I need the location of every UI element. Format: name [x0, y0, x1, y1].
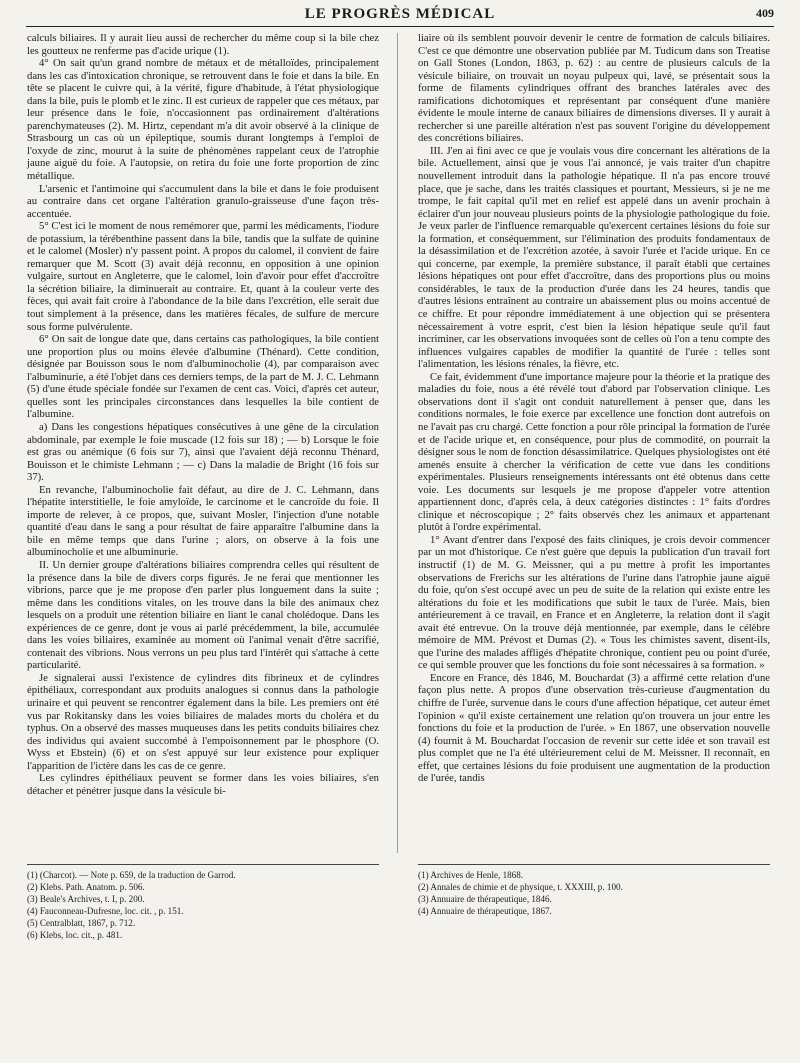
paragraph: 6° On sait de longue date que, dans certains cas pathologiques, la bile contient une proportion plus ou moins élevée d'albumine (Thénard). Cette condition, désignée par Bouisson sous le nom d'albuminocholie (4), par comparaison avec l'albuminurie, a été l'objet dans ces derniers temps, de la part de M. J. C. Lehmann (5) d'une étude spéciale fondée sur l'examen de cent cas. Voici, d'après cet auteur, quelles sont les principales circonstances dans lesquelles la bile contient de l'albumine. [27, 334, 379, 421]
footnote: (1) (Charcot). — Note p. 659, de la traduction de Garrod. [27, 870, 236, 880]
journal-title: LE PROGRÈS MÉDICAL [304, 6, 496, 22]
paragraph: Ce fait, évidemment d'une importance majeure pour la théorie et la pratique des maladies du foie, nous a été révélé tout d'abord par l'observation clinique. Les observations dont il s'agit ont conduit naturellement à penser que, dans les conditions normales, le foie exerce par excellence une fonction dont autrefois on ne l'avait pas cru chargé. Cette fonction a pour rôle principal la formation de l'urée et de l'acide urique et, en conséquence, pour plus de commodité, on pourrait la désigner sous le nom de fonction désassimilatrice. Quelques physiologistes ont été amenés ensuite à chercher la vérification de cette vue dans les conditions expérimentales. Plusieurs renseignements intéressants ont été obtenus dans cette voie. Les documents sur lesquels je me propose d'appeler votre attention appartiennent donc, d'après cela, à deux catégories distinctes : 1° faits d'ordres clinique et nécroscopique ; 2° faits observés chez les animaux et appartenant plutôt à l'ordre expérimental. [418, 371, 770, 534]
paragraph: En revanche, l'albuminocholie fait défaut, au dire de J. C. Lehmann, dans l'hépatite interstitielle, le foie amyloïde, le carcinome et le cancroïde du foie. Il importe de relever, à ce propos, que, suivant Mosler, l'injection d'une notable quantité d'eau dans le sang a pour résultat de faire apparaître l'albumine dans la bile en même temps que dans l'urine ; alors, on observe à la fois une albuminocholie et une albuminurie. [27, 484, 379, 559]
footnotes-right [418, 864, 770, 917]
paragraph: Je signalerai aussi l'existence de cylindres dits fibrineux et de cylindres épithéliaux, correspondant aux produits analogues si connus dans la pathologie urinaire et qui peuvent se rencontrer également dans la bile. Les premiers ont été vus par Rokitansky dans les voies biliaires de malades morts du choléra et du typhus. On a observé des masses muqueuses dans les petits conduits biliaires chez des individus qui avaient succombé à l'empoisonnement par le phosphore (O. Wyss et Ebstein) (6) et on s'est appuyé sur leur existence pour expliquer l'apparition de l'ictère dans les cas de ce genre. [27, 672, 379, 772]
left-column [27, 33, 379, 798]
page-number: 409 [756, 6, 774, 20]
footnote: (3) Annuaire de thérapeutique, 1846. [418, 894, 552, 905]
column-divider [397, 33, 398, 853]
paragraph: III. J'en ai fini avec ce que je voulais vous dire concernant les altérations de la bile. Actuellement, ainsi que je vous l'ai annoncé, je vais traiter d'un chapitre nouvellement introduit dans la pathologie hépatique. Il n'a pas encore trouvé place, que je sache, dans les traités classiques et pourtant, Messieurs, si je ne me trompe, le fait capital qu'il met en relief est appelé dans un avenir prochain à éclairer d'un jour nouveau plusieurs points de la physiologie pathologique du foie. Je veux parler de l'influence remarquable qu'exercent certaines lésions du foie sur la formation, et conséquemment, sur l'élimination des produits fondamentaux de la désassimilation et de l'excrétion azotée, à savoir l'urée et l'acide urique. En ce qui concerne, par exemple, la première substance, il paraît établi que certaines lésions hépatiques ont pour effet d'accroître, dans des proportions plus ou moins considérables, le taux de la production d'urée dans les 24 heures, tandis que d'autres lésions entraînent au contraire un abaissement plus ou moins accentué de ce chiffre. Et pour répondre immédiatement à une objection qui se présentera nécessairement à votre esprit, c'est bien la lésion hépatique seule qu'il faut incriminer, car les observations invoquées sont de celles où l'on a tenu compte des influences vulgaires capables de modifier la quantité de l'urée : telles sont l'alimentation, les lésions rénales, la fièvre, etc. [418, 145, 770, 371]
paragraph: L'arsenic et l'antimoine qui s'accumulent dans la bile et dans le foie produisent au contraire dans cet organe l'altération granulo-graisseuse d'une façon très-accentuée. [27, 183, 379, 220]
right-column [418, 33, 770, 786]
footnote: (4) Fauconneau-Dufresne, loc. cit. , p. 151. [27, 906, 184, 917]
footnotes-left [27, 864, 379, 942]
footnote: (1) Archives de Henle, 1868. [418, 870, 524, 880]
paragraph: 5° C'est ici le moment de nous remémorer que, parmi les médicaments, l'iodure de potassium, la térébenthine passent dans la bile, tandis que la sulfate de quinine et le calomel (Mosler) n'y passent point. A propos du calomel, il convient de faire remarquer que M. Scott (3) avait déjà reconnu, en opposition à une opinion vulgaire, surtout en Angleterre, que le calomel, loin d'avoir pour effet d'accroître la sécrétion biliaire, la diminuerait au contraire. Et, quant à la couleur verte des fèces, qui avait fait croire à l'abondance de la bile dans l'excrétion, elle serait due tout simplement à la présence, dans les matières fécales, de sulfure de mercure sous forme pulvérulente. [27, 221, 379, 333]
footnote: (2) Annales de chimie et de physique, t. XXXIII, p. 100. [418, 882, 623, 893]
footnote: (5) Centralblatt, 1867, p. 712. [27, 918, 136, 929]
paragraph: Les cylindres épithéliaux peuvent se former dans les voies biliaires, s'en détacher et pénétrer jusque dans la vésicule bi- [27, 773, 379, 797]
paragraph: 4° On sait qu'un grand nombre de métaux et de métalloïdes, principalement dans les cas d'intoxication chronique, se retrouvent dans le foie et dans la bile. En tête se placent le cuivre qui, à la vérité, figure d'habitude, à l'état physiologique dans la bile, puis le plomb et le zinc. Il est curieux de rappeler que ces métaux, par leur présence dans le foie, n'occasionnent pas ordinairement d'altérations parenchymateuses (2). M. Hirtz, cependant m'a dit avoir observé à la clinique de Strasbourg un cas où un épileptique, soumis durant longtemps à l'emploi de l'oxyde de zinc, mourut à la suite de phénomènes rappelant ceux de l'atrophie jaune aiguë du foie. A l'autopsie, on retira du foie une forte proportion de zinc métallique. [27, 58, 379, 183]
footnote: (2) Klebs. Path. Anatom. p. 506. [27, 882, 145, 893]
paragraph: 1° Avant d'entrer dans l'exposé des faits cliniques, je crois devoir commencer par un mot d'historique. Ce n'est guère que depuis la publication d'un travail fort instructif (1) de M. G. Meissner, qui a pu mettre à profit les importantes observations de Frerichs sur les altérations de l'urine dans l'atrophie jaune aiguë du foie, qu'on s'est occupé avec un peu de suite de la relation qui existe entre les altérations du foie et les modifications que subit le taux de l'urée. Mais, bien antérieurement à ce travail, en France et en Angleterre, la relation dont il s'agit avait été entrevue. On la trouve déjà mentionnée, par exemple, dans le célèbre mémoire de MM. Prévost et Dumas (2). « Tous les chimistes savent, disent-ils, que l'urine des malades affligés d'hépatite chronique, contient peu ou point d'urée, ce qui semble prouver que les fonctions du foie sont nécessaires à sa formation. » [418, 534, 770, 672]
footnote: (3) Beale's Archives, t. I, p. 200. [27, 894, 145, 905]
paragraph: liaire où ils semblent pouvoir devenir le centre de formation de calculs biliaires. C'est ce que démontre une observation publiée par M. Tudicum dans son Treatise on Gall Stones (London, 1863, p. 62) : au centre de plusieurs calculs de la vésicule biliaire, on trouvait un noyau pulpeux qui, lavé, se présentait sous la forme de filaments cylindriques offrant des branches latérales avec des ramifications dichotomiques et représentant par conséquent d'une manière évidente le moule interne de canaux biliaires de dimensions diverses. Il y aurait à rechercher si une pareille altération n'est pas souvent l'origine du développement des concrétions biliaires. [418, 33, 770, 145]
paragraph: a) Dans les congestions hépatiques consécutives à une gêne de la circulation abdominale, par exemple le foie muscade (12 fois sur 18) ; — b) Lorsque le foie est gras ou anémique (6 fois sur 7), ainsi que l'avaient déjà reconnu Thénard, Bouisson et le chimiste Lehmann ; — c) Dans la maladie de Bright (16 fois sur 37). [27, 421, 379, 484]
paragraph: Encore en France, dès 1846, M. Bouchardat (3) a affirmé cette relation d'une façon plus nette. A propos d'une observation très-curieuse d'augmentation du chiffre de l'urée, survenue dans le cours d'une affection hépatique, cet auteur émet l'opinion « qu'il existe certainement une relation qu'on trouvera un jour entre les fonctions du foie et la production de l'urée. » En 1867, une observation nouvelle (4) fournit à M. Bouchardat l'occasion de revenir sur cette idée et son travail est plus complet que ne l'a été ultérieurement celui de M. Meissner. Il reconnaît, en effet, que certaines lésions du foie produisent une augmentation de la production de l'urée, tandis [418, 672, 770, 785]
footnote: (6) Klebs, loc. cit., p. 481. [27, 930, 123, 941]
footnote: (4) Annuaire de thérapeutique, 1867. [418, 906, 552, 917]
paragraph: II. Un dernier groupe d'altérations biliaires comprendra celles qui résultent de la présence dans la bile de divers corps figurés. Je ne ferai que mentionner les vibrions, parce que je me propose d'en parler plus longuement dans la suite ; même dans les conditions vitales, on les trouve dans la bile des animaux chez lesquels on a produit une rétention biliaire en liant le canal cholédoque. Dans les expériences de ce genre, dont je vous ai parlé précédemment, la bile, accumulée dans les voies biliaires, examinée au moment où l'animal venait d'être sacrifié, contenait des vibrions. Nous verrons un peu plus tard l'intérêt qui s'attache à cette particularité. [27, 559, 379, 672]
page-header [26, 4, 774, 27]
paragraph: calculs biliaires. Il y aurait lieu aussi de rechercher du même coup si la bile chez les goutteux ne renferme pas d'acide urique (1). [27, 33, 379, 57]
